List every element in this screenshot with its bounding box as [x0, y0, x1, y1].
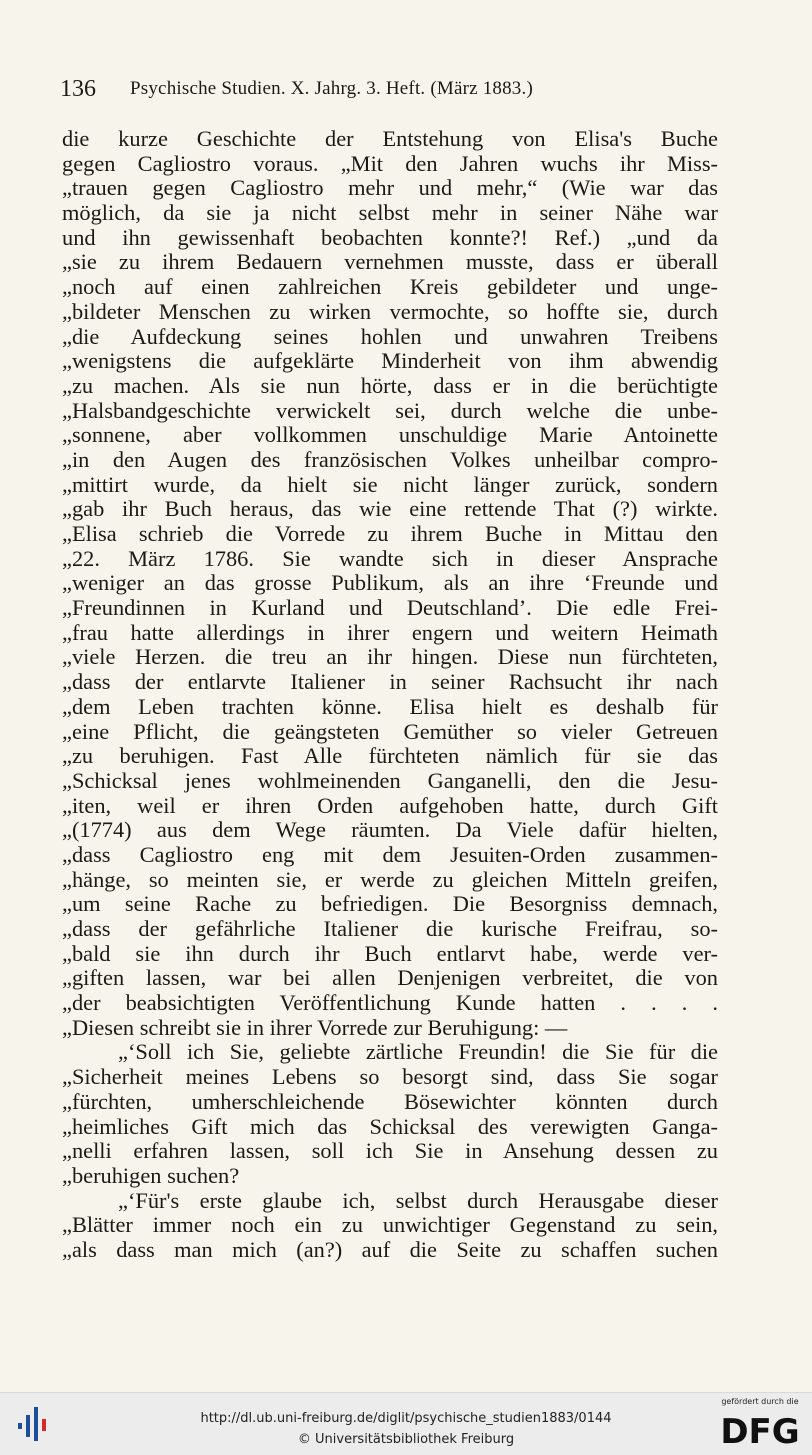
text-line: „die Aufdeckung seines hohlen und unwahren Treibens: [62, 324, 718, 349]
text-line: die kurze Geschichte der Entstehung von Elisa's Buche: [62, 127, 718, 151]
dfg-logo: [716, 1397, 804, 1451]
text-line: „Sicherheit meines Lebens so besorgt sind, dass Sie sogar: [62, 1065, 718, 1090]
text-line: „noch auf einen zahlreichen Kreis gebildeter und unge-: [62, 275, 718, 300]
text-line: „bald sie ihn durch ihr Buch entlarvt habe, werde ver-: [62, 941, 718, 966]
text-line: „sie zu ihrem Bedauern vernehmen musste, dass er überall: [62, 250, 718, 275]
text-line: „der beabsichtigten Veröffentlichung Kunde hatten . . . .: [62, 991, 718, 1016]
text-line: „giften lassen, war bei allen Denjenigen verbreitet, die von: [62, 966, 718, 991]
text-line: „in den Augen des französischen Volkes unheilbar compro-: [62, 447, 718, 472]
text-line: „‘Soll ich Sie, geliebte zärtliche Freundin! die Sie für die: [118, 1040, 718, 1065]
text-line: „wenigstens die aufgeklärte Minderheit von ihm abwendig: [62, 349, 718, 374]
text-line: „zu machen. Als sie nun hörte, dass er in die berüchtigte: [62, 373, 718, 398]
text-line: „eine Pflicht, die geängsteten Gemüther so vieler Getreuen: [62, 719, 718, 744]
text-line: „um seine Rache zu befriedigen. Die Besorgniss demnach,: [62, 892, 718, 917]
footer-copyright: © Universitätsbibliothek Freiburg: [297, 1432, 515, 1447]
text-line: „sonnene, aber vollkommen unschuldige Marie Antoinette: [62, 423, 718, 448]
text-line: und ihn gewissenhaft beobachten konnte?! Ref.) „und da: [62, 225, 718, 250]
viewer-footer: [0, 1392, 812, 1455]
text-line: „Schicksal jenes wohlmeinenden Ganganelli, den die Jesu-: [62, 768, 718, 793]
footer-url-link[interactable]: http://dl.ub.uni-freiburg.de/diglit/psychische_studien1883/0144: [200, 1411, 612, 1426]
text-line: möglich, da sie ja nicht selbst mehr in seiner Nähe war: [62, 201, 718, 226]
page-number: 136: [60, 76, 96, 102]
text-line: gegen Cagliostro voraus. „Mit den Jahren wuchs ihr Miss-: [62, 151, 718, 176]
text-line: „nelli erfahren lassen, soll ich Sie in Ansehung dessen zu: [62, 1139, 718, 1164]
text-line: „fürchten, umherschleichende Bösewichter könnten durch: [62, 1089, 718, 1114]
body-text: [62, 127, 718, 1263]
running-head: Psychische Studien. X. Jahrg. 3. Heft. (März 1883.): [130, 78, 533, 99]
text-line: „‘Für's erste glaube ich, selbst durch Herausgabe dieser: [118, 1188, 718, 1213]
text-line: „Elisa schrieb die Vorrede zu ihrem Buche in Mittau den: [62, 522, 718, 546]
text-line: „als dass man mich (an?) auf die Seite zu schaffen suchen: [62, 1237, 718, 1262]
text-line: „weniger an das grosse Publikum, als an ihre ‘Freunde und: [62, 571, 718, 596]
text-line: „Freundinnen in Kurland und Deutschland’. Die edle Frei-: [62, 596, 718, 621]
text-line: „Blätter immer noch ein zu unwichtiger Gegenstand zu sein,: [62, 1213, 718, 1238]
text-line: „frau hatte allerdings in ihrer engern und weitern Heimath: [62, 620, 718, 645]
dfg-logo-text: DFG: [720, 1412, 800, 1451]
page-header: [60, 76, 720, 106]
text-line: „viele Herzen. die treu an ihr hingen. Diese nun fürchteten,: [62, 645, 718, 670]
text-line: „dass Cagliostro eng mit dem Jesuiten-Orden zusammen-: [62, 842, 718, 867]
text-line: „heimliches Gift mich das Schicksal des verewigten Ganga-: [62, 1114, 718, 1139]
text-line: „bildeter Menschen zu wirken vermochte, so hoffte sie, durch: [62, 299, 718, 324]
text-line: „trauen gegen Cagliostro mehr und mehr,“ (Wie war das: [62, 176, 718, 201]
text-line: „zu beruhigen. Fast Alle fürchteten nämlich für sie das: [62, 744, 718, 769]
text-line: „gab ihr Buch heraus, das wie eine rettende That (?) wirkte.: [62, 497, 718, 522]
text-line: „dem Leben trachten könne. Elisa hielt es deshalb für: [62, 694, 718, 719]
text-line: „Halsbandgeschichte verwickelt sei, durch welche die unbe-: [62, 398, 718, 423]
text-line: „(1774) aus dem Wege räumten. Da Viele dafür hielten,: [62, 818, 718, 843]
text-line: „mittirt wurde, da hielt sie nicht länger zurück, sondern: [62, 472, 718, 497]
dfg-caption: gefördert durch die: [721, 1397, 799, 1406]
text-line: „dass der entlarvte Italiener in seiner Rachsucht ihr nach: [62, 670, 718, 695]
text-line: „Diesen schreibt sie in ihrer Vorrede zur Beruhigung: —: [62, 1015, 568, 1040]
text-line: „dass der gefährliche Italiener die kurische Freifrau, so-: [62, 917, 718, 941]
text-line: „22. März 1786. Sie wandte sich in dieser Ansprache: [62, 546, 718, 571]
text-line: „iten, weil er ihren Orden aufgehoben hatte, durch Gift: [62, 793, 718, 818]
text-line: „hänge, so meinten sie, er werde zu gleichen Mitteln greifen,: [62, 867, 718, 892]
text-line: „beruhigen suchen?: [62, 1163, 240, 1188]
